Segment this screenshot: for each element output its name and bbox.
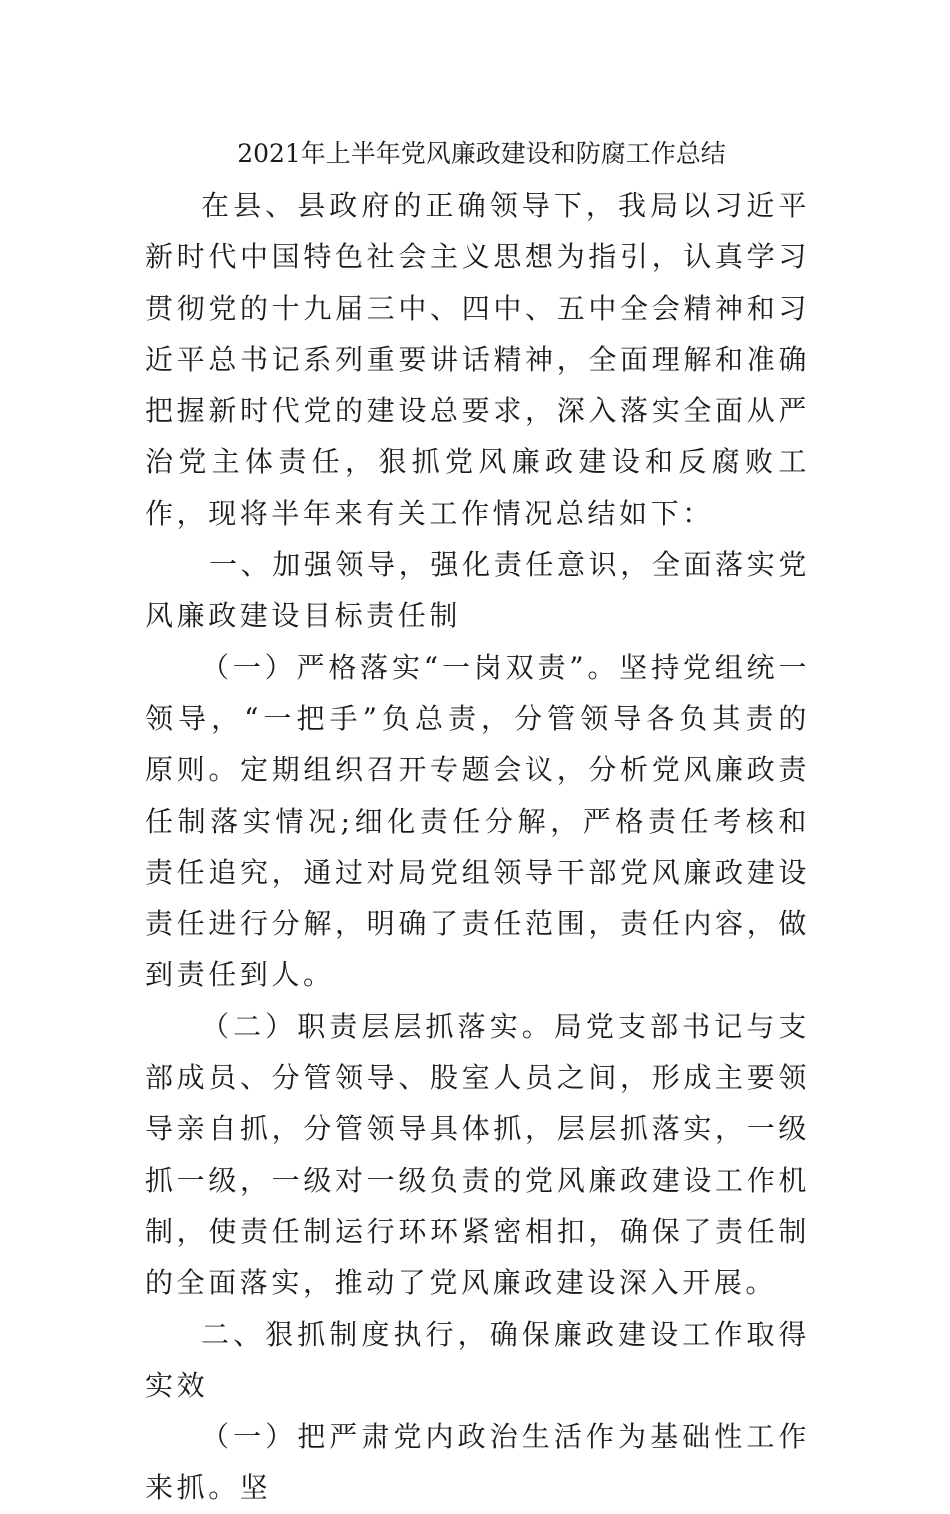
document-page [145,128,810,1514]
subsection-paragraph-1-1: （一）严格落实“一岗双责”。坚持党组统一领导，“一把手”负总责，分管领导各负其责的原则。定期组织召开专题会议，分析党风廉政责任制落实情况;细化责任分解，严格责任考核和责任追究，通过对局党组领导干部党风廉政建设责任进行分解，明确了责任范围，责任内容，做到责任到人。 [145,650,810,992]
subsection-paragraph-2-1: （一）把严肃党内政治生活作为基础性工作来抓。坚 [145,1420,810,1505]
subsection-paragraph-1-2: （二）职责层层抓落实。局党支部书记与支部成员、分管领导、股室人员之间，形成主要领导亲自抓，分管领导具体抓，层层抓落实，一级抓一级，一级对一级负责的党风廉政建设工作机制，使责任制运行环环紧密相扣，确保了责任制的全面落实，推动了党风廉政建设深入开展。 [145,1009,810,1300]
intro-paragraph: 在县、县政府的正确领导下，我局以习近平新时代中国特色社会主义思想为指引，认真学习贯彻党的十九届三中、四中、五中全会精神和习近平总书记系列重要讲话精神，全面理解和准确把握新时代党的建设总要求，深入落实全面从严治党主体责任，狠抓党风廉政建设和反腐败工作，现将半年来有关工作情况总结如下： [145,189,810,530]
section-heading-2: 二、狠抓制度执行，确保廉政建设工作取得实效 [145,1317,810,1402]
section-heading-1: 一、加强领导，强化责任意识，全面落实党风廉政建设目标责任制 [145,548,810,633]
document-title: 2021年上半年党风廉政建设和防腐工作总结 [237,139,726,168]
